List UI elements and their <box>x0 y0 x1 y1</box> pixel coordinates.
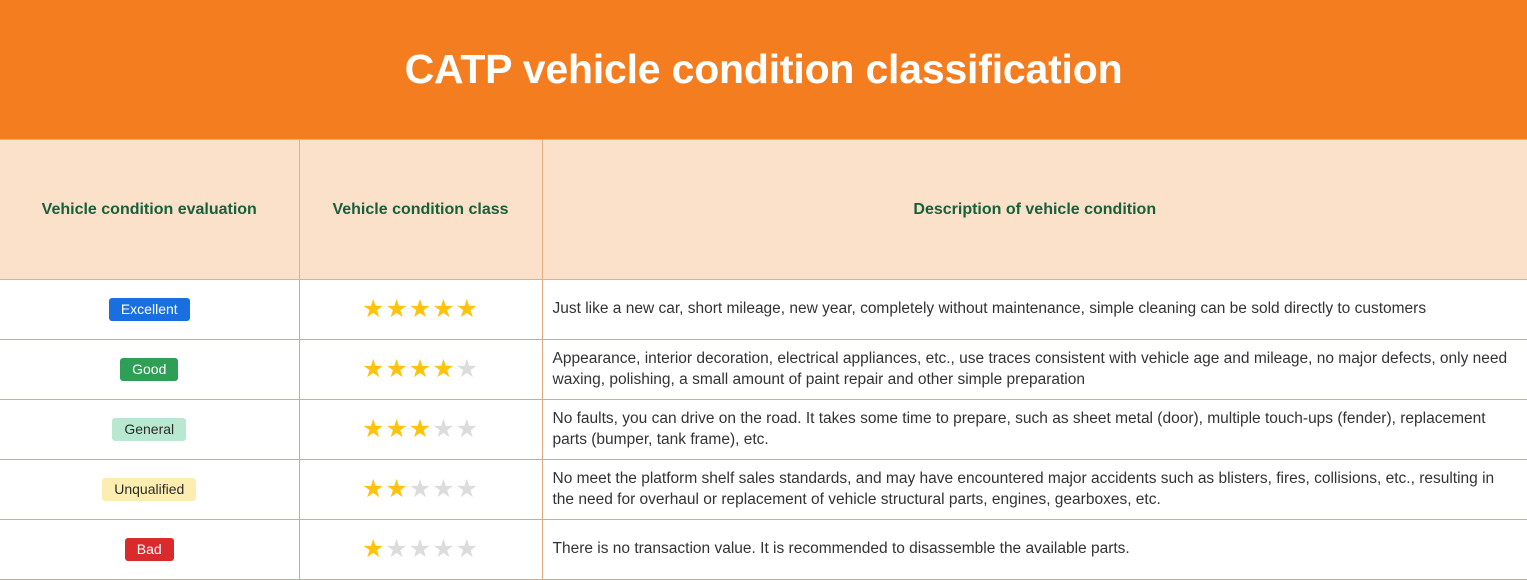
star-rating <box>362 295 479 323</box>
star-filled-icon: ★ <box>361 295 386 323</box>
table-row <box>0 280 1527 340</box>
table-row <box>0 520 1527 580</box>
star-empty-icon: ★ <box>432 535 456 563</box>
star-filled-icon: ★ <box>361 535 386 563</box>
cell-condition-class <box>299 400 542 460</box>
star-rating <box>362 535 479 563</box>
cell-condition-class <box>299 280 542 340</box>
page-header <box>0 0 1527 139</box>
star-empty-icon: ★ <box>432 415 456 443</box>
star-filled-icon: ★ <box>361 355 386 383</box>
table-header <box>0 140 1527 280</box>
status-badge: Excellent <box>109 298 190 322</box>
star-filled-icon: ★ <box>408 415 433 443</box>
star-empty-icon: ★ <box>455 535 480 563</box>
cell-condition-class <box>299 520 542 580</box>
star-filled-icon: ★ <box>361 415 386 443</box>
status-badge: Bad <box>125 538 174 562</box>
column-header-class: Vehicle condition class <box>299 140 542 280</box>
star-rating <box>362 355 479 383</box>
table-row <box>0 400 1527 460</box>
table-header-row <box>0 140 1527 280</box>
cell-evaluation <box>0 400 299 460</box>
cell-condition-class <box>299 460 542 520</box>
cell-condition-class <box>299 340 542 400</box>
star-filled-icon: ★ <box>385 475 409 503</box>
cell-description: No faults, you can drive on the road. It takes some time to prepare, such as sheet metal (door), multiple touch-ups (fender), replacement parts (bumper, tank frame), etc. <box>542 400 1527 460</box>
star-filled-icon: ★ <box>455 295 480 323</box>
table-row <box>0 460 1527 520</box>
column-header-description: Description of vehicle condition <box>542 140 1527 280</box>
cell-evaluation <box>0 280 299 340</box>
cell-description: There is no transaction value. It is recommended to disassemble the available parts. <box>542 520 1527 580</box>
column-header-evaluation: Vehicle condition evaluation <box>0 140 299 280</box>
star-filled-icon: ★ <box>385 415 409 443</box>
star-empty-icon: ★ <box>385 535 409 563</box>
cell-description: No meet the platform shelf sales standards, and may have encountered major accidents such as blisters, fires, collisions, etc., resulting in the need for overhaul or replacement of vehicle structural parts, engines, gearboxes, etc. <box>542 460 1527 520</box>
star-filled-icon: ★ <box>432 355 456 383</box>
star-filled-icon: ★ <box>361 475 386 503</box>
cell-evaluation <box>0 460 299 520</box>
cell-evaluation <box>0 520 299 580</box>
star-empty-icon: ★ <box>455 355 480 383</box>
star-rating <box>362 475 479 503</box>
star-empty-icon: ★ <box>455 475 480 503</box>
star-filled-icon: ★ <box>408 355 433 383</box>
star-filled-icon: ★ <box>385 295 409 323</box>
star-rating <box>362 415 479 443</box>
star-filled-icon: ★ <box>432 295 456 323</box>
star-filled-icon: ★ <box>385 355 409 383</box>
star-empty-icon: ★ <box>408 475 433 503</box>
vehicle-condition-table <box>0 139 1527 580</box>
cell-description: Just like a new car, short mileage, new year, completely without maintenance, simple cleaning can be sold directly to customers <box>542 280 1527 340</box>
cell-evaluation <box>0 340 299 400</box>
status-badge: General <box>112 418 186 442</box>
table-body <box>0 280 1527 580</box>
star-empty-icon: ★ <box>455 415 480 443</box>
status-badge: Good <box>120 358 178 382</box>
cell-description: Appearance, interior decoration, electrical appliances, etc., use traces consistent with vehicle age and mileage, no major defects, only need waxing, polishing, a small amount of paint repair and other simple preparation <box>542 340 1527 400</box>
page-title: CATP vehicle condition classification <box>404 46 1123 92</box>
star-filled-icon: ★ <box>408 295 433 323</box>
table-row <box>0 340 1527 400</box>
star-empty-icon: ★ <box>432 475 456 503</box>
status-badge: Unqualified <box>102 478 196 502</box>
star-empty-icon: ★ <box>408 535 433 563</box>
